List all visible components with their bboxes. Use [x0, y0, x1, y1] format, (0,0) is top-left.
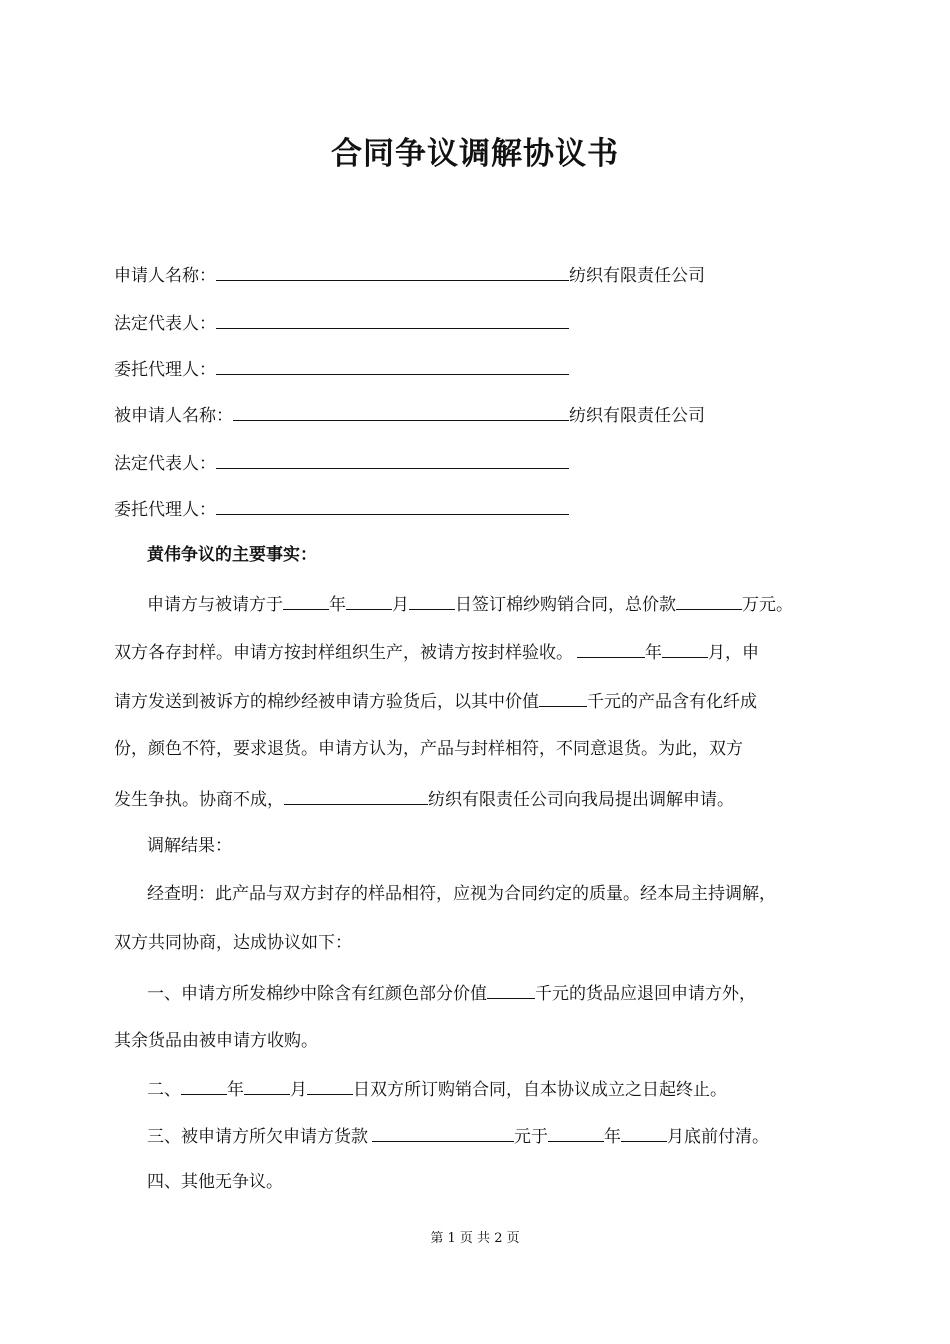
- text-segment: 请方发送到被诉方的棉纱经被申请方验货后，以其中价值: [114, 692, 539, 712]
- text-segment: 年: [604, 1127, 621, 1147]
- respondent-rep-line: [114, 450, 569, 476]
- applicant-rep-blank[interactable]: [216, 310, 569, 329]
- result-heading: 调解结果：: [147, 836, 232, 856]
- year-blank[interactable]: [548, 1123, 604, 1142]
- field-label: 申请人名称：: [114, 266, 216, 286]
- respondent-rep-blank[interactable]: [216, 450, 569, 469]
- text-segment: 二、: [147, 1080, 181, 1100]
- field-suffix: 纺织有限责任公司: [569, 266, 705, 286]
- text-segment: 月，申: [708, 643, 759, 663]
- text-segment: 年: [645, 643, 662, 663]
- applicant-agent-blank[interactable]: [216, 356, 569, 375]
- text-segment: 发生争执。协商不成，: [114, 790, 284, 810]
- text-segment: 月: [290, 1080, 307, 1100]
- page-total: 2: [494, 1231, 503, 1246]
- applicant-name-line: [114, 262, 705, 288]
- respondent-name-line: [114, 402, 705, 428]
- day-blank[interactable]: [409, 591, 455, 610]
- text-segment: 月底前付清。: [667, 1127, 769, 1147]
- document-title: 合同争议调解协议书: [331, 136, 619, 172]
- text-segment: 日双方所订购销合同，自本协议成立之日起终止。: [353, 1080, 727, 1100]
- result-finding-line: 双方共同协商，达成协议如下：: [114, 933, 352, 953]
- applicant-rep-line: [114, 310, 569, 336]
- value-blank[interactable]: [487, 980, 535, 999]
- facts-paragraph-line: [114, 639, 759, 665]
- value-blank[interactable]: [539, 688, 587, 707]
- text-segment: 一、申请方所发棉纱中除含有红颜色部分价值: [147, 984, 487, 1004]
- year-blank[interactable]: [577, 639, 645, 658]
- year-blank[interactable]: [283, 591, 329, 610]
- text-segment: 元于: [514, 1127, 548, 1147]
- field-label: 法定代表人：: [114, 454, 216, 474]
- footer-text: 页: [506, 1231, 520, 1246]
- respondent-name-blank[interactable]: [233, 402, 569, 421]
- text-segment: 申请方与被请方于: [147, 595, 283, 615]
- text-segment: 双方各存封样。申请方按封样组织生产，被请方按封样验收。: [114, 643, 573, 663]
- footer-text: 页 共: [459, 1231, 491, 1246]
- company-blank[interactable]: [284, 786, 428, 805]
- page-footer: [0, 1230, 950, 1248]
- agreement-item-1-continued: 其余货品由被申请方收购。: [114, 1031, 318, 1051]
- year-blank[interactable]: [181, 1076, 227, 1095]
- respondent-agent-line: [114, 496, 569, 522]
- facts-paragraph-line: [114, 688, 757, 714]
- field-label: 被申请人名称：: [114, 406, 233, 426]
- applicant-agent-line: [114, 356, 569, 382]
- facts-heading: 黄伟争议的主要事实：: [147, 545, 317, 565]
- month-blank[interactable]: [662, 639, 708, 658]
- field-label: 委托代理人：: [114, 500, 216, 520]
- agreement-item-3: [147, 1123, 769, 1149]
- applicant-name-blank[interactable]: [216, 262, 569, 281]
- text-segment: 千元的产品含有化纤成: [587, 692, 757, 712]
- agreement-item-1: [147, 980, 756, 1006]
- text-segment: 年: [329, 595, 346, 615]
- text-segment: 纺织有限责任公司向我局提出调解申请。: [428, 790, 734, 810]
- facts-paragraph-line: [114, 786, 734, 812]
- price-blank[interactable]: [676, 591, 742, 610]
- respondent-agent-blank[interactable]: [216, 496, 569, 515]
- text-segment: 年: [227, 1080, 244, 1100]
- field-suffix: 纺织有限责任公司: [569, 406, 705, 426]
- text-segment: 三、被申请方所欠申请方货款: [147, 1127, 368, 1147]
- field-label: 法定代表人：: [114, 314, 216, 334]
- month-blank[interactable]: [346, 591, 392, 610]
- text-segment: 月: [392, 595, 409, 615]
- text-segment: 万元。: [742, 595, 793, 615]
- facts-paragraph-line: 份，颜色不符，要求退货。申请方认为，产品与封样相符，不同意退货。为此，双方: [114, 739, 743, 759]
- month-blank[interactable]: [244, 1076, 290, 1095]
- agreement-item-2: [147, 1076, 727, 1102]
- page-number: 1: [447, 1231, 456, 1246]
- agreement-item-4: 四、其他无争议。: [147, 1172, 283, 1192]
- footer-text: 第: [430, 1231, 444, 1246]
- day-blank[interactable]: [307, 1076, 353, 1095]
- month-blank[interactable]: [621, 1123, 667, 1142]
- result-finding-line: 经查明：此产品与双方封存的样品相符，应视为合同约定的质量。经本局主持调解，: [147, 884, 776, 904]
- amount-blank[interactable]: [372, 1123, 514, 1142]
- facts-paragraph-line: [147, 591, 793, 617]
- field-label: 委托代理人：: [114, 360, 216, 380]
- text-segment: 日签订棉纱购销合同，总价款: [455, 595, 676, 615]
- text-segment: 千元的货品应退回申请方外，: [535, 984, 756, 1004]
